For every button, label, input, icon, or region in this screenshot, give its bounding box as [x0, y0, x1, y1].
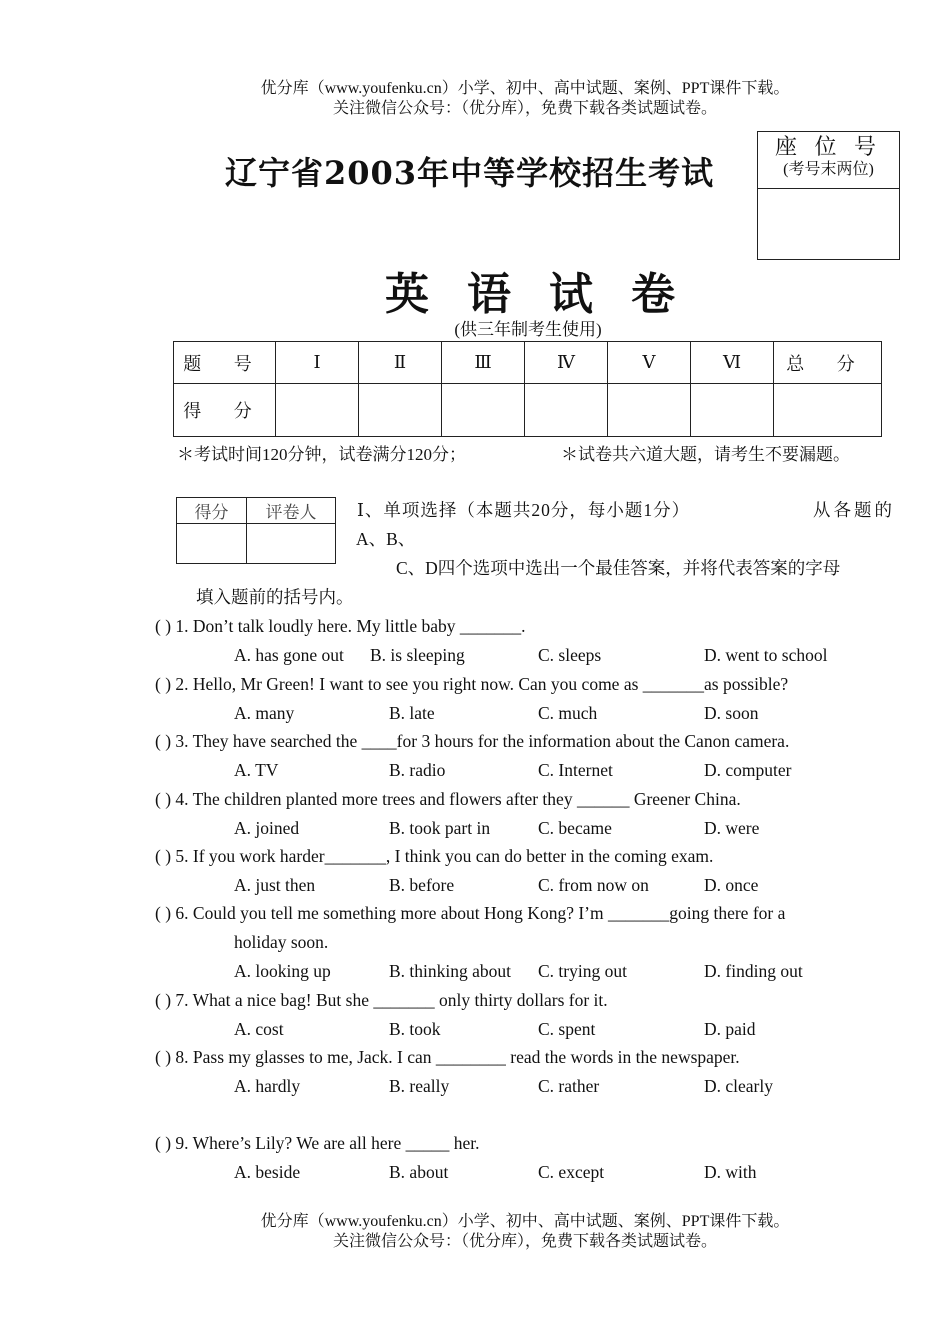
q2-option-c: C. much [538, 703, 598, 723]
question-2-stem: ( ) 2. Hello, Mr Green! I want to see you right now. Can you come as _______as possible? [155, 674, 789, 694]
exam-time-info: ＊考试时间120分钟，试卷满分120分； [177, 445, 466, 464]
score-table-header-label: 题 号 [174, 342, 276, 384]
q3-option-b: B. radio [389, 760, 446, 780]
footer-line-1: 优分库（www.youfenku.cn）小学、初中、高中试题、案例、PPT课件下载。 [260, 1213, 790, 1230]
q6-option-c: C. trying out [538, 961, 627, 981]
q8-option-a: A. hardly [234, 1076, 301, 1096]
q5-option-c: C. from now on [538, 875, 649, 895]
q9-option-c: C. except [538, 1162, 605, 1182]
subject-note: (供三年制考生使用) [454, 320, 602, 339]
grader-score-label: 得分 [177, 498, 247, 524]
question-7-stem: ( ) 7. What a nice bag! But she _______ only thirty dollars for it. [155, 990, 608, 1010]
footer-line-2: 关注微信公众号：（优分库），免费下载各类试题试卷。 [332, 1233, 717, 1250]
q5-option-b: B. before [389, 875, 455, 895]
seat-number-box [757, 131, 900, 260]
score-cell [608, 384, 691, 437]
question-6-stem-continued: holiday soon. [234, 932, 329, 952]
section-1-instruction-b: A、B、 [356, 529, 416, 549]
score-cell [691, 384, 774, 437]
section-1-title: Ⅰ、单项选择（本题共20分，每小题1分） [357, 500, 691, 520]
q3-option-a: A. TV [234, 760, 279, 780]
q6-option-d: D. finding out [704, 961, 803, 981]
q5-option-a: A. just then [234, 875, 316, 895]
q8-option-d: D. clearly [704, 1076, 773, 1096]
seat-label: 座 位 号 [774, 134, 882, 159]
header-line-2: 关注微信公众号：（优分库），免费下载各类试题试卷。 [332, 100, 717, 117]
q1-option-b: B. is sleeping [370, 645, 465, 665]
q6-option-a: A. looking up [234, 961, 331, 981]
grader-reviewer-cell [247, 524, 336, 564]
score-cell [442, 384, 525, 437]
q2-option-d: D. soon [704, 703, 759, 723]
question-9-stem: ( ) 9. Where’s Lily? We are all here _____ her. [155, 1133, 480, 1153]
q1-option-d: D. went to school [704, 645, 828, 665]
q6-option-b: B. thinking about [389, 961, 512, 981]
q2-option-b: B. late [389, 703, 435, 723]
score-col-4: Ⅳ [525, 342, 608, 384]
question-5-stem: ( ) 5. If you work harder_______, I think you can do better in the coming exam. [155, 846, 714, 866]
q8-option-c: C. rather [538, 1076, 600, 1096]
section-1-instruction-a: 从各题的 [813, 500, 895, 520]
score-col-1: Ⅰ [276, 342, 359, 384]
q4-option-d: D. were [704, 818, 760, 838]
score-col-5: Ⅴ [608, 342, 691, 384]
score-cell [774, 384, 882, 437]
question-8-stem: ( ) 8. Pass my glasses to me, Jack. I can ________ read the words in the newspaper. [155, 1047, 740, 1067]
grader-box [176, 497, 336, 564]
q7-option-a: A. cost [234, 1019, 284, 1039]
q4-option-a: A. joined [234, 818, 300, 838]
q8-option-b: B. really [389, 1076, 450, 1096]
q3-option-c: C. Internet [538, 760, 613, 780]
q5-option-d: D. once [704, 875, 759, 895]
question-4-stem: ( ) 4. The children planted more trees and flowers after they ______ Greener China. [155, 789, 741, 809]
q2-option-a: A. many [234, 703, 295, 723]
q9-option-a: A. beside [234, 1162, 301, 1182]
score-table [173, 341, 882, 437]
q3-option-d: D. computer [704, 760, 792, 780]
score-cell [276, 384, 359, 437]
score-col-2: Ⅱ [359, 342, 442, 384]
grader-score-cell [177, 524, 247, 564]
score-col-6: Ⅵ [691, 342, 774, 384]
subject-title: 英语试卷 [385, 269, 713, 320]
section-1-instruction-c: C、D四个选项中选出一个最佳答案，并将代表答案的字母 [396, 558, 841, 578]
q1-option-c: C. sleeps [538, 645, 602, 665]
q7-option-d: D. paid [704, 1019, 756, 1039]
q4-option-c: C. became [538, 818, 612, 838]
question-6-stem: ( ) 6. Could you tell me something more about Hong Kong? I’m _______going there for a [155, 903, 786, 923]
q7-option-b: B. took [389, 1019, 441, 1039]
grader-reviewer-label: 评卷人 [247, 498, 336, 524]
seat-sublabel: (考号末两位) [783, 161, 874, 178]
q1-option-a: A. has gone out [234, 645, 344, 665]
question-3-stem: ( ) 3. They have searched the ____for 3 hours for the information about the Canon camera. [155, 731, 790, 751]
exam-title: 辽宁省2003年中等学校招生考试 [225, 154, 715, 192]
q9-option-b: B. about [389, 1162, 449, 1182]
section-1-instruction-d: 填入题前的括号内。 [196, 587, 354, 607]
q7-option-c: C. spent [538, 1019, 596, 1039]
header-line-1: 优分库（www.youfenku.cn）小学、初中、高中试题、案例、PPT课件下载。 [260, 80, 790, 97]
score-col-total: 总 分 [774, 342, 882, 384]
score-cell [525, 384, 608, 437]
score-col-3: Ⅲ [442, 342, 525, 384]
q4-option-b: B. took part in [389, 818, 491, 838]
score-cell [359, 384, 442, 437]
exam-section-info: ＊试卷共六道大题，请考生不要漏题。 [561, 445, 850, 464]
q9-option-d: D. with [704, 1162, 757, 1182]
question-1-stem: ( ) 1. Don’t talk loudly here. My little baby _______. [155, 616, 526, 636]
score-row-label: 得 分 [174, 384, 276, 437]
